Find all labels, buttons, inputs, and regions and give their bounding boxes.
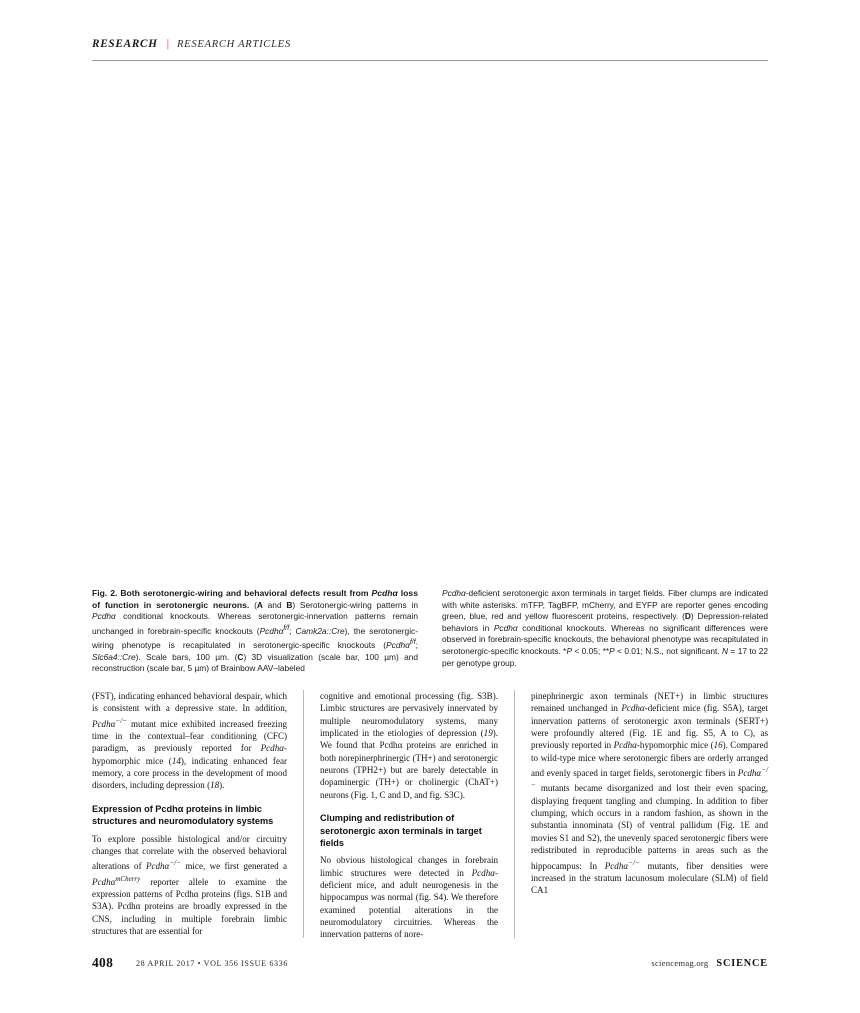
column1-paragraph-2: To explore possible histological and/or circuitry changes that correlate with the observed behavioral alterations of Pcdhα−/− mice, we first generated a Pcdhα$^{mCherry}$ reporter allele to examine the expression patterns of Pcdhα proteins (figs. S1B and S3A). Pcdhα proteins are broadly expressed in the CNS, including in multiple forebrain limbic structures that are essential for: [92, 833, 287, 937]
caption-column-left: Fig. 2. Both serotonergic-wiring and behavioral defects result from Pcdhα loss of function in serotonergic neurons. (A and B) Serotonergic-wiring patterns in Pcdhα conditional knockouts. Whereas serotonergic-innervation patterns remain unchanged in forebrain-specific knockouts (Pcdhα$^{f/f}$; Camk2a::Cre), the serotonergic-wiring phenotype is recapitulated in serotonergic-specific knockouts (Pcdhα$^{f/f}$; Slc6a4::Cre). Scale bars, 100 µm. (C) 3D visualization (scale bar, 100 µm) and reconstruction (scale bar, 5 µm) of Brainbow AAV–labeled: [92, 588, 418, 674]
body-column-3: [514, 690, 768, 938]
running-head-rule: [92, 60, 768, 61]
column2-subheading: Clumping and redistribution of serotonergic axon terminals in target fields: [320, 813, 482, 848]
body-column-1: [92, 690, 303, 938]
column2-paragraph-2: No obvious histological changes in forebrain limbic structures were detected in Pcdhα-deficient mice, and adult neurogenesis in the hippocampus was normal (fig. S4). We therefore examined potential alterations in the neuromodulatory circuitries. Whereas the innervation patterns of nore-: [320, 855, 498, 940]
page-number: 408: [92, 955, 114, 970]
column2-paragraph-1: cognitive and emotional processing (fig. S3B). Limbic structures are pervasively innervated by multiple neuromodulatory systems, many implicated in the etiologies of depression (19). We found that Pcdhα proteins are enriched in both norepinerphrinergic (TH+) and serotonergic neurons (TPH2+) but are barely detectable in dopaminergic (TH+) or cholinergic (ChAT+) neurons (Fig. 1, C and D, and fig. S3C).: [320, 691, 498, 800]
running-head: [92, 38, 768, 58]
article-body: [92, 690, 768, 938]
figure-2-image: [92, 72, 768, 577]
column1-paragraph-1: (FST), indicating enhanced behavioral despair, which is consistent with a depressive state. In addition, Pcdhα−/− mutant mice exhibited increased freezing time in the contextual–fear conditioning (CFC) paradigm, as previously reported for Pcdhα-hypomorphic mice (14), indicating enhanced fear memory, a core process in the development of mood disorders, including depression (18).: [92, 691, 287, 791]
running-head-separator: |: [166, 38, 170, 50]
figure-2-caption: [92, 588, 768, 675]
column3-paragraph-1: pinephrinergic axon terminals (NET+) in limbic structures remained unchanged in Pcdhα-deficient mice (fig. S5A), target innervation patterns of serotonergic axon terminals (SERT+) were profoundly altered (Fig. 1E and fig. S5, A to C), as previously reported in Pcdhα-hypomorphic mice (16). Compared to wild-type mice where serotonergic fibers are orderly arranged and evenly spaced in target fields, serotonergic fibers in Pcdhα−/− mutants became disorganized and lost their even spacing, displaying frequent tangling and clumping. In addition to fiber clumping, which occurs in a random fashion, as shown in the substantia innominata (SI) of ventral pallidum (Fig. 1E and movies S1 and S2), the unevenly spaced serotonergic fibers were redistributed in reproducible patterns in areas such as the hippocampus: In Pcdhα−/− mutants, fiber densities were increased in the stratum lacunosum moleculare (SLM) of field CA1: [531, 691, 768, 896]
body-column-2: [303, 690, 514, 938]
issue-line: 28 APRIL 2017 • VOL 356 ISSUE 6336: [136, 959, 288, 968]
journal-name: SCIENCE: [716, 958, 768, 969]
column1-subheading: Expression of Pcdhα proteins in limbic structures and neuromodulatory systems: [92, 803, 274, 827]
page-footer: [92, 955, 768, 975]
running-head-section: RESEARCH ARTICLES: [177, 39, 291, 50]
caption-column-right: Pcdhα-deficient serotonergic axon terminals in target fields. Fiber clumps are indicated with white asterisks. mTFP, TagBFP, mCherry, and EYFP are reporter genes encoding green, blue, red and yellow fluorescent proteins, respectively. (D) Depression-related behaviors in Pcdhα conditional knockouts. Whereas no significant differences were observed in forebrain-specific knockouts, the behavioral phenotype was recapitulated in serotonergic-specific knockouts. *P < 0.05; **P < 0.01; N.S., not significant. N = 17 to 22 per genotype group.: [442, 588, 769, 668]
running-head-primary: RESEARCH: [92, 38, 158, 50]
footer-right-group: [651, 958, 768, 969]
sciencemag-url[interactable]: sciencemag.org: [651, 958, 709, 968]
